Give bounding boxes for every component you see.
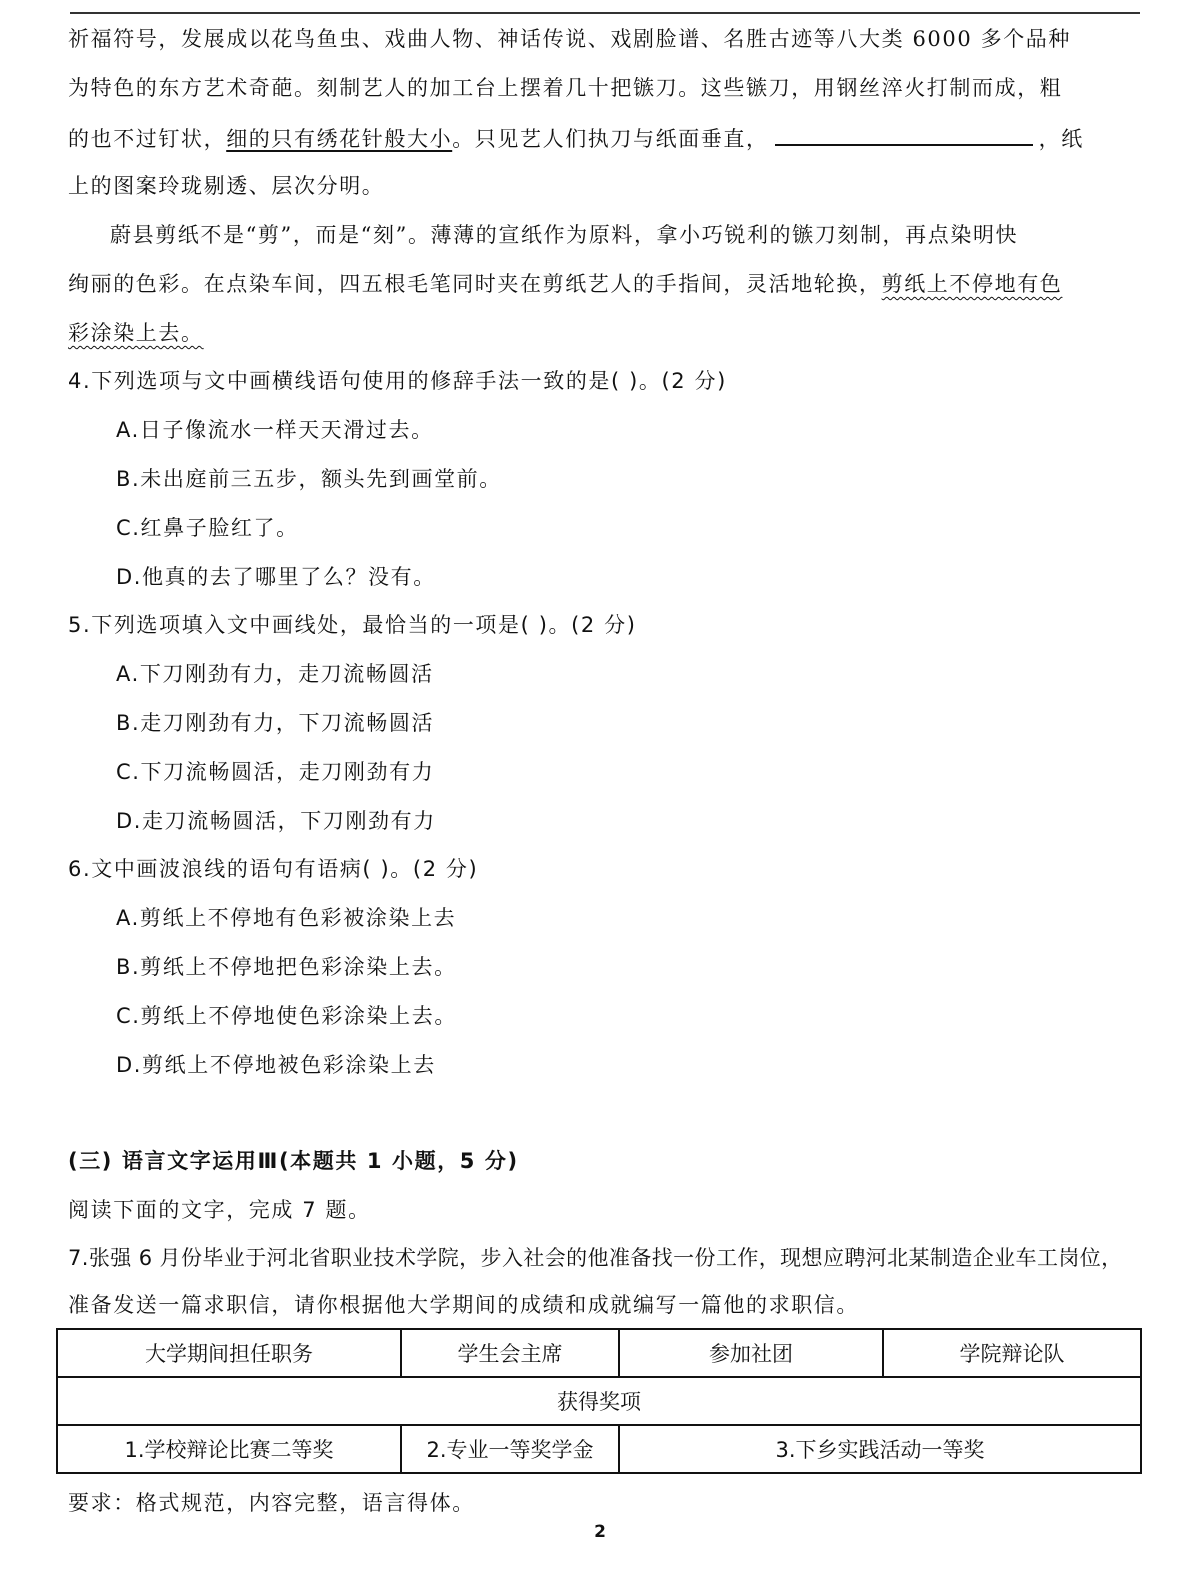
q4-option-c[interactable]: C.红鼻子脸红了。 — [116, 516, 299, 540]
q6-option-b[interactable]: B.剪纸上不停地把色彩涂染上去。 — [116, 955, 457, 979]
table-row — [57, 1329, 1141, 1377]
q5-option-d[interactable]: D.走刀流畅圆活，下刀刚劲有力 — [116, 809, 436, 833]
page-number: 2 — [594, 1522, 606, 1542]
underlined-sentence: 细的只有绣花针般大小 — [226, 127, 453, 151]
table-cell: 3.下乡实践活动一等奖 — [619, 1425, 1141, 1473]
passage-line — [68, 122, 1142, 154]
q5-option-a[interactable]: A.下刀刚劲有力，走刀流畅圆活 — [116, 662, 434, 686]
wavy-underlined-sentence: 剪纸上不停地有色 — [881, 272, 1063, 296]
q4-option-d[interactable]: D.他真的去了哪里了么？没有。 — [116, 565, 436, 589]
header-rule — [70, 12, 1140, 14]
passage-line — [68, 318, 1142, 348]
edge-mark — [1186, 0, 1200, 40]
table-row — [57, 1377, 1141, 1425]
passage-text: 蔚县剪纸不是“剪”，而是“刻”。薄薄的宣纸作为原料，拿小巧锐利的镞刀刻制，再点染明快 — [110, 223, 1019, 247]
table-cell: 大学期间担任职务 — [57, 1329, 401, 1377]
table-row — [57, 1425, 1141, 1473]
table-cell: 参加社团 — [619, 1329, 883, 1377]
passage-line — [68, 171, 1142, 201]
passage-line — [68, 269, 1142, 299]
section-3-heading: (三) 语言文字运用Ⅲ(本题共 1 小题，5 分) — [68, 1149, 519, 1173]
table-cell: 学生会主席 — [401, 1329, 619, 1377]
question-6-stem: 6.文中画波浪线的语句有语病( )。(2 分) — [68, 857, 479, 881]
q4-option-b[interactable]: B.未出庭前三五步，额头先到画堂前。 — [116, 467, 502, 491]
table-cell: 2.专业一等奖学金 — [401, 1425, 619, 1473]
passage-line — [68, 73, 1142, 103]
passage-text: ，纸 — [1038, 127, 1084, 151]
passage-text: 绚丽的色彩。在点染车间，四五根毛笔同时夹在剪纸艺人的手指间，灵活地轮换， — [68, 272, 882, 296]
passage-text: 为特色的东方艺术奇葩。刻制艺人的加工台上摆着几十把镞刀。这些镞刀，用钢丝淬火打制而成，粗 — [68, 76, 1063, 100]
table-cell: 获得奖项 — [57, 1377, 1141, 1425]
question-5-stem: 5.下列选项填入文中画线处，最恰当的一项是( )。(2 分) — [68, 613, 637, 637]
passage-text: 的也不过钉状， — [68, 127, 227, 151]
q6-option-a[interactable]: A.剪纸上不停地有色彩被涂染上去 — [116, 906, 457, 930]
table-cell: 学院辩论队 — [883, 1329, 1141, 1377]
question-4-stem: 4.下列选项与文中画横线语句使用的修辞手法一致的是( )。(2 分) — [68, 369, 727, 393]
wavy-underlined-sentence: 彩涂染上去。 — [68, 321, 204, 345]
passage-text: 祈福符号，发展成以花鸟鱼虫、戏曲人物、神话传说、戏剧脸谱、名胜古迹等八大类 6000 多个品种 — [68, 27, 1071, 51]
passage-line — [68, 24, 1142, 54]
q5-option-b[interactable]: B.走刀刚劲有力，下刀流畅圆活 — [116, 711, 435, 735]
q4-option-a[interactable]: A.日子像流水一样天天滑过去。 — [116, 418, 434, 442]
passage-line — [110, 220, 1142, 250]
q6-option-c[interactable]: C.剪纸上不停地使色彩涂染上去。 — [116, 1004, 457, 1028]
question-7-stem-line-2: 准备发送一篇求职信，请你根据他大学期间的成绩和成就编写一篇他的求职信。 — [68, 1293, 859, 1317]
student-info-table — [56, 1328, 1142, 1474]
passage-text: 上的图案玲珑剔透、层次分明。 — [68, 174, 385, 198]
requirement-text: 要求：格式规范，内容完整，语言得体。 — [68, 1491, 475, 1515]
question-7-stem-line-1: 7.张强 6 月份毕业于河北省职业技术学院，步入社会的他准备找一份工作，现想应聘河北某制造企业车工岗位， — [68, 1246, 1123, 1270]
passage-text: 。只见艺人们执刀与纸面垂直， — [452, 127, 769, 151]
table-cell: 1.学校辩论比赛二等奖 — [57, 1425, 401, 1473]
section-3-instruction: 阅读下面的文字，完成 7 题。 — [68, 1198, 371, 1222]
q5-option-c[interactable]: C.下刀流畅圆活，走刀刚劲有力 — [116, 760, 435, 784]
fill-in-blank[interactable] — [775, 122, 1033, 146]
q6-option-d[interactable]: D.剪纸上不停地被色彩涂染上去 — [116, 1053, 436, 1077]
